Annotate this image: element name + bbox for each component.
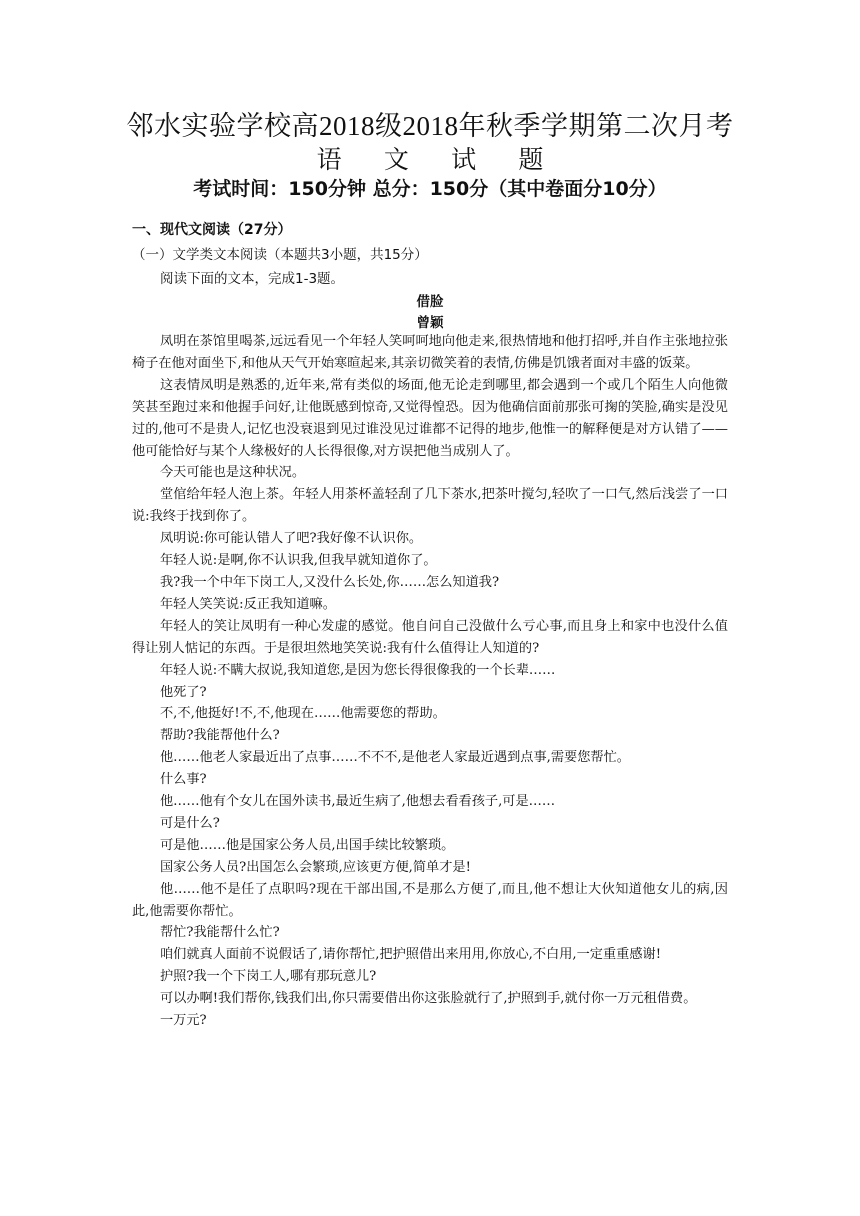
paragraph: 年轻人的笑让凤明有一种心发虚的感觉。他自问自己没做什么亏心事,而且身上和家中也没什么值得让别人惦记的东西。于是很坦然地笑笑说:我有什么值得让人知道的?: [132, 618, 728, 656]
section-heading: 一、现代文阅读（27分）: [132, 222, 292, 238]
paragraph: 护照?我一个下岗工人,哪有那玩意儿?: [160, 969, 377, 985]
paragraph: 他……他老人家最近出了点事……不不不,是他老人家最近遇到点事,需要您帮忙。: [160, 750, 630, 766]
paragraph: 他死了?: [160, 684, 207, 700]
article-title: 借脸: [416, 294, 444, 310]
paragraph: 帮助?我能帮他什么?: [160, 728, 280, 744]
paragraph: 一万元?: [160, 1013, 207, 1029]
paragraph: 国家公务人员?出国怎么会繁琐,应该更方便,简单才是!: [160, 859, 471, 875]
paragraph: 这表情凤明是熟悉的,近年来,常有类似的场面,他无论走到哪里,都会遇到一个或几个陌生人向他微笑甚至跑过来和他握手问好,让他既感到惊奇,又觉得惶恐。因为他确信面前那张可掬的笑脸,确实是没见过的,他可不是贵人,记忆也没衰退到见过谁没见过谁都不记得的地步,他惟一的解释便是对方认错了——他可能恰好与某个人缘极好的人长得很像,对方误把他当成别人了。: [132, 377, 728, 459]
paragraph: 帮忙?我能帮什么忙?: [160, 925, 280, 941]
paragraph: 凤明说:你可能认错人了吧?我好像不认识你。: [160, 531, 423, 547]
paragraph: 凤明在茶馆里喝茶,远远看见一个年轻人笑呵呵地向他走来,很热情地和他打招呼,并自作主张地拉张椅子在他对面坐下,和他从天气开始寒暄起来,其亲切微笑着的表情,仿佛是饥饿者面对丰盛的饭菜。: [132, 334, 728, 371]
reading-instruction: 阅读下面的文本，完成1-3题。: [160, 271, 345, 287]
school-exam-title: 邻水实验学校高2018级2018年秋季学期第二次月考: [126, 111, 734, 141]
exam-info: 考试时间：150分钟 总分：150分（其中卷面分10分）: [193, 178, 667, 200]
paragraph: 年轻人说:不瞒大叔说,我知道您,是因为您长得很像我的一个长辈……: [160, 662, 556, 678]
paragraph: 可是什么?: [160, 815, 220, 831]
section-subheading: （一）文学类文本阅读（本题共3小题，共15分）: [132, 247, 428, 263]
paragraph: 可是他……他是国家公务人员,出国手续比较繁琐。: [160, 837, 455, 853]
paragraph: 堂倌给年轻人泡上茶。年轻人用茶杯盖轻刮了几下茶水,把茶叶搅匀,轻吹了一口气,然后浅尝了一口说:我终于找到你了。: [132, 487, 728, 525]
paragraph: 我?我一个中年下岗工人,又没什么长处,你……怎么知道我?: [160, 574, 500, 590]
subject-title: 语 文 试 题: [316, 147, 562, 174]
paragraph: 可以办啊!我们帮你,钱我们出,你只需要借出你这张脸就行了,护照到手,就付你一万元租借费。: [160, 991, 697, 1007]
paragraph: 什么事?: [160, 772, 207, 788]
paragraph: 年轻人笑笑说:反正我知道嘛。: [160, 596, 336, 612]
paragraph: 今天可能也是这种状况。: [160, 465, 306, 481]
paragraph: 咱们就真人面前不说假话了,请你帮忙,把护照借出来用用,你放心,不白用,一定重重感谢!: [160, 947, 662, 963]
paragraph: 他……他不是任了点职吗?现在干部出国,不是那么方便了,而且,他不想让大伙知道他女儿的病,因此,他需要你帮忙。: [132, 881, 728, 919]
paragraph: 他……他有个女儿在国外读书,最近生病了,他想去看看孩子,可是……: [160, 794, 556, 810]
article-author: 曾颖: [416, 315, 444, 331]
paragraph: 不,不,他挺好!不,不,他现在……他需要您的帮助。: [160, 706, 446, 722]
paragraph: 年轻人说:是啊,你不认识我,但我早就知道你了。: [160, 553, 437, 569]
article-body: [132, 331, 728, 1032]
